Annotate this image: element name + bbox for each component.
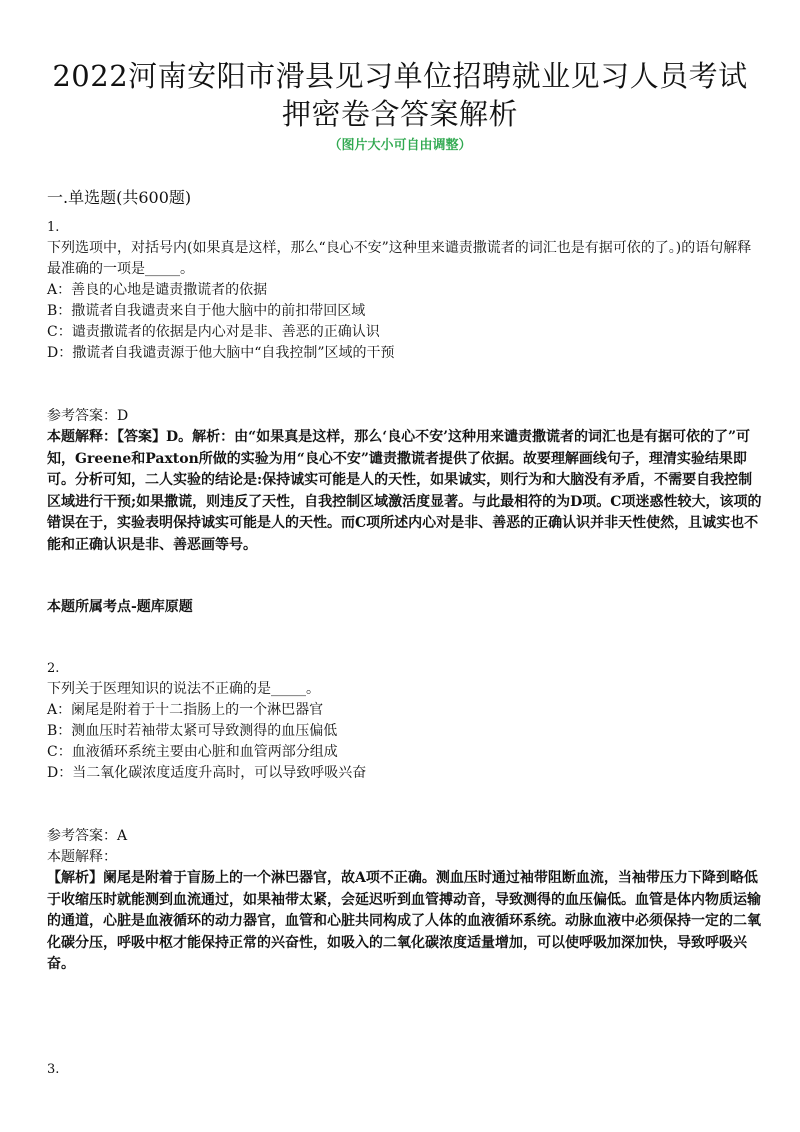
document-title-line-2: 押密卷含答案解析 <box>281 97 518 131</box>
option-b: B：测血压时若袖带太紧可导致测得的血压偏低 <box>47 723 338 739</box>
option-a: A：阑尾是附着于十二指肠上的一个淋巴器官 <box>47 702 324 718</box>
explanation-label: 本题解释： <box>47 849 117 865</box>
question-2 <box>47 659 762 784</box>
question-number: 3. <box>47 1062 60 1077</box>
answer-block-1 <box>47 406 762 556</box>
option-c: C：血液循环系统主要由心脏和血管两部分组成 <box>47 744 338 760</box>
option-a: A：善良的心地是谴责撒谎者的依据 <box>47 282 268 298</box>
document-subtitle: （图片大小可自由调整） <box>328 138 472 153</box>
question-source: 本题所属考点-题库原题 <box>47 599 193 615</box>
option-d: D：撒谎者自我谴责源于他大脑中“自我控制”区域的干预 <box>47 345 395 361</box>
option-c: C：谴责撒谎者的依据是内心对是非、善恶的正确认识 <box>47 324 380 340</box>
document-title-line-1: 2022河南安阳市滑县见习单位招聘就业见习人员考试 <box>52 59 748 93</box>
option-b: B：撒谎者自我谴责来自于他大脑中的前扣带回区域 <box>47 303 366 319</box>
answer-block-2 <box>47 826 762 976</box>
question-stem: 下列选项中，对括号内(如果真是这样，那么“良心不安”这种里来谴责撒谎者的词汇也是有据可依的了。)的语句解释最准确的一项是_____。 <box>47 240 752 277</box>
answer-line: 参考答案：D <box>47 408 129 424</box>
question-1 <box>47 218 762 364</box>
question-stem: 下列关于医理知识的说法不正确的是_____。 <box>47 681 320 697</box>
section-heading: 一.单选题(共600题) <box>47 188 192 207</box>
question-3 <box>47 1060 762 1080</box>
question-number: 1. <box>47 220 60 235</box>
option-d: D：当二氧化碳浓度适度升高时，可以导致呼吸兴奋 <box>47 765 367 781</box>
explanation-text: 本题解释：【答案】D。解析：由“如果真是这样，那么‘良心不安’这种用来谴责撒谎者的词汇也是有据可依的了”可知，Greene和Paxton所做的实验为用“良心不安”谴责撒谎者提供了依据。故要理解画线句子，理清实验结果即可。分析可知，二人实验的结论是:保持诚实可能是人的天性，如果诚实，则行为和大脑没有矛盾，不需要自我控制区域进行干预;如果撒谎，则违反了天性，自我控制区域激活度显著。与此最相符的为D项。C项迷惑性较大，该项的错误在于，实验表明保持诚实可能是人的天性。而C项所述内心对是非、善恶的正确认识并非天性使然，且诚实也不能和正确认识是非、善恶画等号。 <box>47 429 762 553</box>
question-number: 2. <box>47 661 60 676</box>
explanation-text: 【解析】阑尾是附着于盲肠上的一个淋巴器官，故A项不正确。测血压时通过袖带阻断血流，当袖带压力下降到略低于收缩压时就能测到血流通过，如果袖带太紧，会延迟听到血管搏动音，导致测得的血压偏低。血管是体内物质运输的通道，心脏是血液循环的动力器官，血管和心脏共同构成了人体的血液循环系统。动脉血液中必须保持一定的二氧化碳分压，呼吸中枢才能保持正常的兴奋性，如吸入的二氧化碳浓度适量增加，可以使呼吸加深加快，导致呼吸兴奋。 <box>47 870 761 972</box>
answer-line: 参考答案：A <box>47 828 128 844</box>
